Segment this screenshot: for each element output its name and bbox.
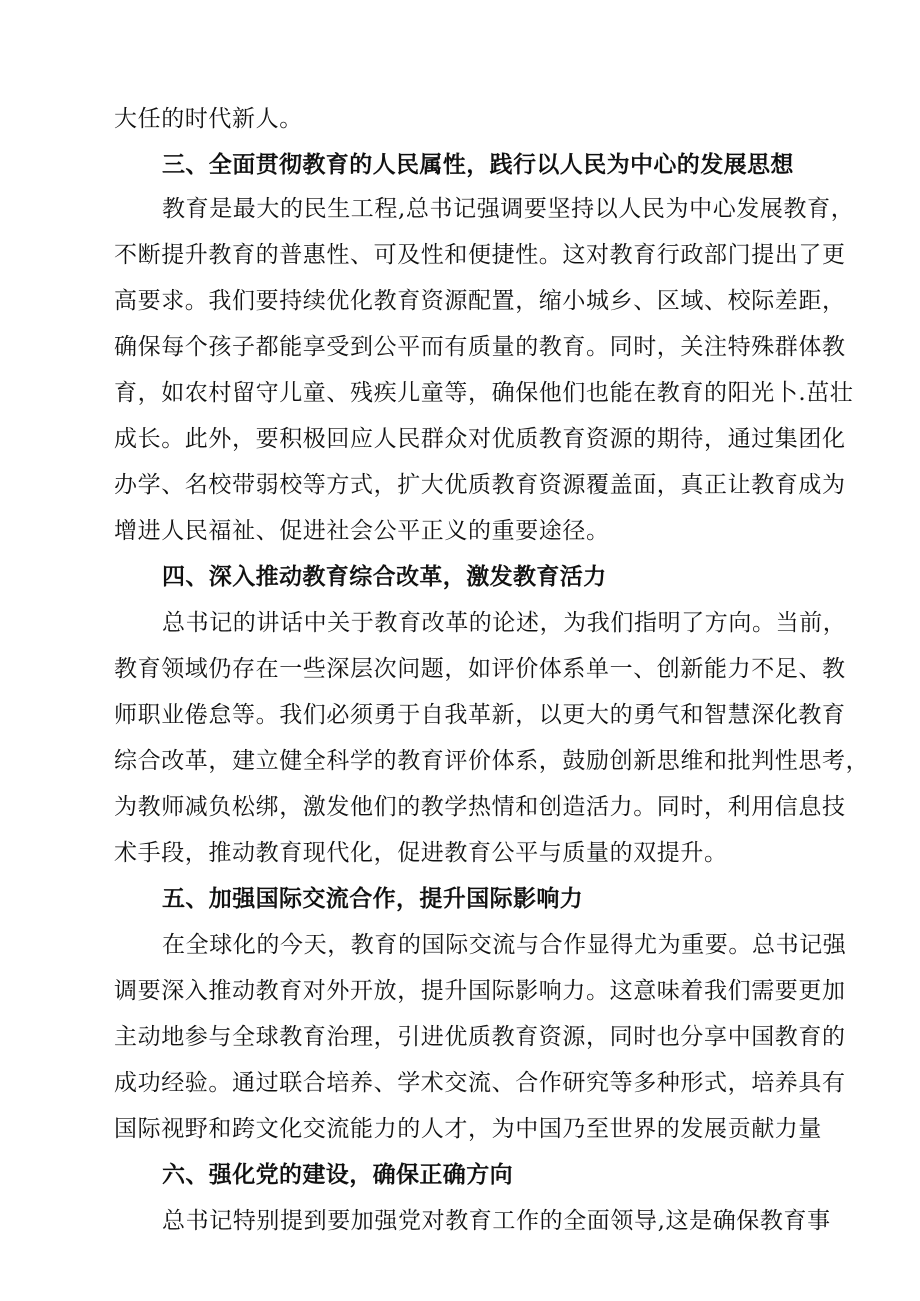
section-heading-3: 三、全面贯彻教育的人民属性，践行以人民为中心的发展思想	[162, 152, 794, 178]
paragraph-line: 调要深入推动教育对外开放，提升国际影响力。这意味着我们需要更加	[114, 978, 846, 1004]
paragraph-line: 成功经验。通过联合培养、学术交流、合作研究等多种形式，培养具有	[114, 1070, 846, 1096]
paragraph-line: 术手段，推动教育现代化，促进教育公平与质量的双提升。	[114, 840, 728, 866]
paragraph-line: 为教师减负松绑，激发他们的教学热情和创造活力。同时，利用信息技	[114, 794, 846, 820]
paragraph-line: 总书记的讲话中关于教育改革的论述，为我们指明了方向。当前，	[162, 610, 847, 636]
paragraph-line: 确保每个孩子都能享受到公平而有质量的教育。同时，关注特殊群体教	[114, 334, 846, 360]
paragraph-line: 成长。此外，要积极回应人民群众对优质教育资源的期待，通过集团化	[114, 426, 846, 452]
paragraph-line: 高要求。我们要持续优化教育资源配置，缩小城乡、区域、校际差距，	[114, 288, 846, 314]
paragraph-line: 教育是最大的民生工程,总书记强调要坚持以人民为中心发展教育，	[162, 196, 855, 222]
section-heading-5: 五、加强国际交流合作，提升国际影响力	[162, 886, 584, 912]
section-heading-4: 四、深入推动教育综合改革，激发教育活力	[162, 564, 607, 590]
paragraph-line: 教育领域仍存在一些深层次问题，如评价体系单一、创新能力不足、教	[114, 656, 846, 682]
paragraph-line: 国际视野和跨文化交流能力的人才，为中国乃至世界的发展贡献力量	[114, 1116, 822, 1142]
paragraph-line: 在全球化的今天，教育的国际交流与合作显得尤为重要。总书记强	[162, 932, 847, 958]
paragraph-line: 主动地参与全球教育治理，引进优质教育资源，同时也分享中国教育的	[114, 1024, 846, 1050]
paragraph-line: 不断提升教育的普惠性、可及性和便捷性。这对教育行政部门提出了更	[114, 242, 846, 268]
paragraph-line: 综合改革，建立健全科学的教育评价体系，鼓励创新思维和批判性思考，	[114, 748, 870, 774]
section-heading-6: 六、强化党的建设，确保正确方向	[162, 1162, 513, 1188]
paragraph-line: 总书记特别提到要加强党对教育工作的全面领导,这是确保教育事	[162, 1208, 831, 1234]
paragraph-line: 增进人民福祉、促进社会公平正义的重要途径。	[114, 518, 610, 544]
paragraph-line: 办学、名校带弱校等方式，扩大优质教育资源覆盖面，真正让教育成为	[114, 472, 846, 498]
paragraph-line: 大任的时代新人。	[114, 106, 303, 132]
paragraph-line: 育，如农村留守儿童、残疾儿童等，确保他们也能在教育的阳光卜.茁壮	[114, 380, 854, 406]
paragraph-line: 师职业倦怠等。我们必须勇于自我革新，以更大的勇气和智慧深化教育	[114, 702, 846, 728]
